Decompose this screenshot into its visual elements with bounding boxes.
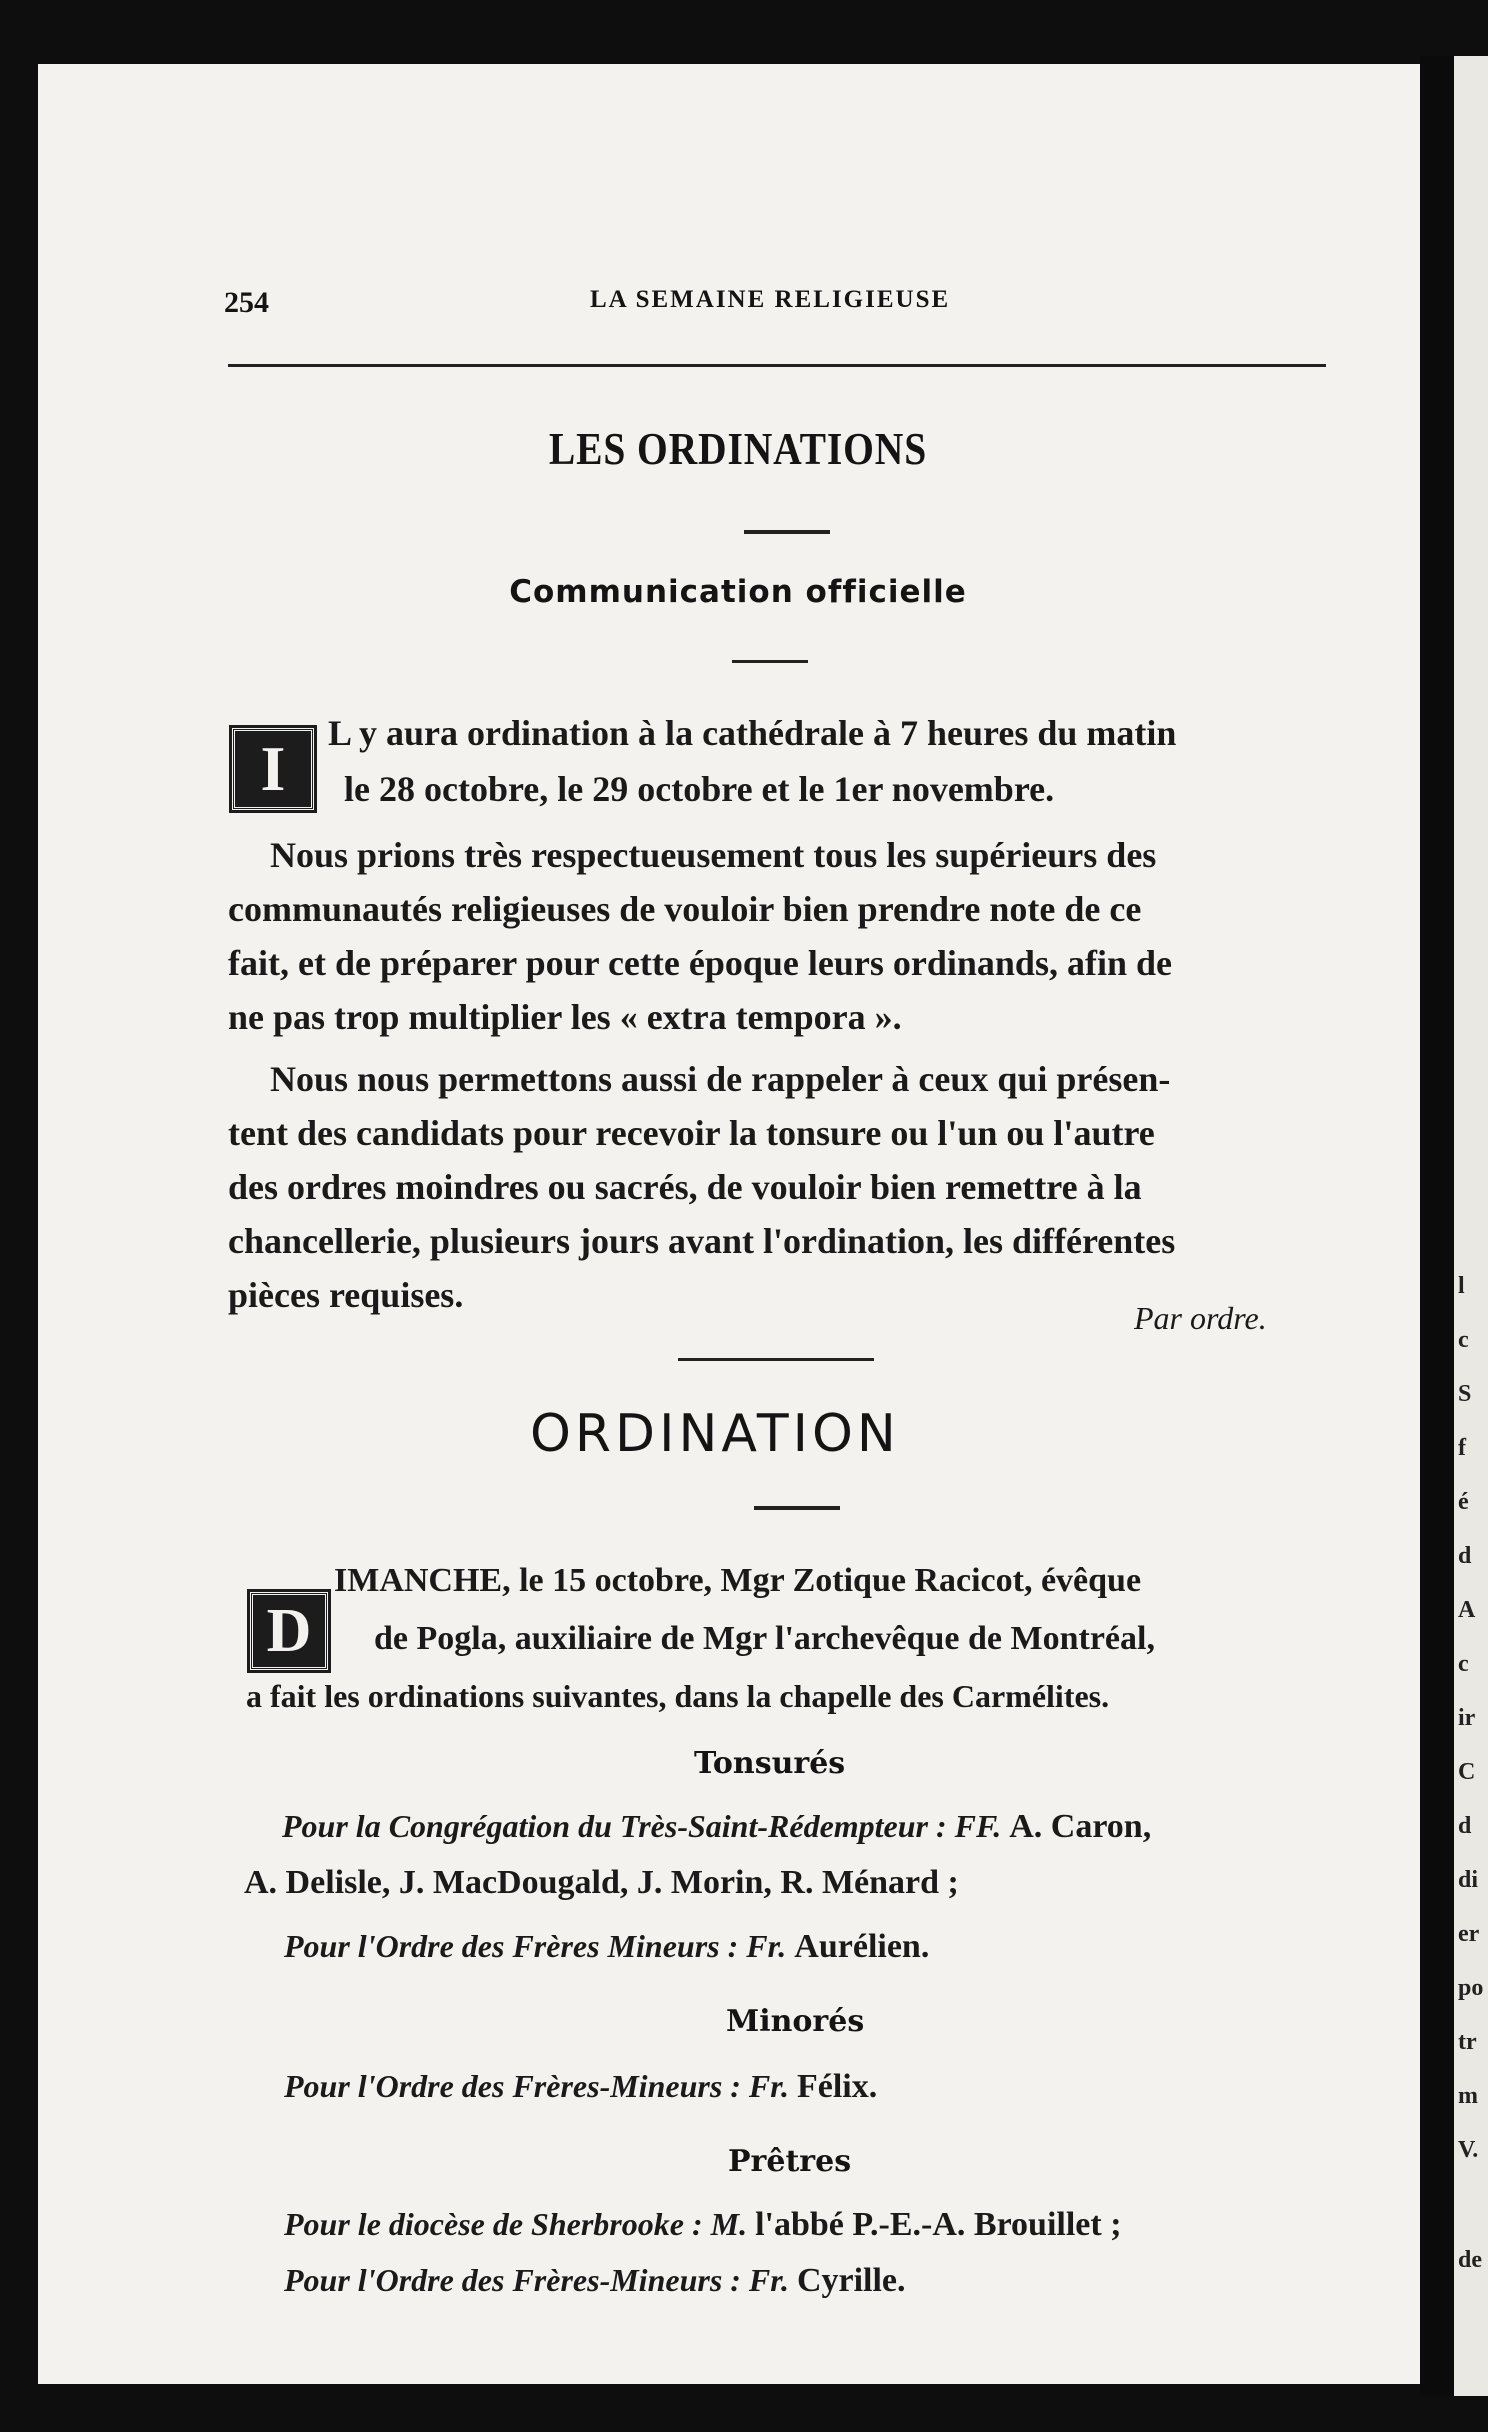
- paragraph-line: Nous nous permettons aussi de rappeler à ceux qui présen-: [270, 1059, 1171, 1099]
- paragraph-line: de Pogla, auxiliaire de Mgr l'archevêque de Montréal,: [374, 1620, 1155, 1657]
- drop-cap-d: D: [250, 1592, 328, 1670]
- paragraph-line: communautés religieuses de vouloir bien prendre note de ce: [228, 889, 1142, 929]
- running-head: LA SEMAINE RELIGIEUSE: [590, 286, 951, 313]
- signature: Par ordre.: [1134, 1300, 1267, 1336]
- pretres-order: Pour le diocèse de Sherbrooke : M.: [284, 2206, 748, 2242]
- book-page: [38, 64, 1430, 2384]
- title-divider: [744, 530, 830, 534]
- facing-fragment: di: [1458, 1867, 1479, 1893]
- minores-names: Félix.: [796, 2068, 878, 2105]
- facing-fragment: V.: [1458, 2137, 1479, 2163]
- drop-cap-i: I: [232, 728, 314, 810]
- tonsures-names: A. Caron,: [1009, 1808, 1152, 1845]
- article-subtitle: Communication officielle: [509, 574, 967, 610]
- paragraph-line: fait, et de préparer pour cette époque leurs ordinands, afin de: [228, 943, 1172, 983]
- facing-fragment: c: [1458, 1327, 1469, 1353]
- facing-fragment: l: [1458, 1273, 1465, 1299]
- facing-fragment: d: [1458, 1543, 1472, 1569]
- heading-tonsures: Tonsurés: [694, 1746, 846, 1781]
- facing-fragment: er: [1458, 1921, 1480, 1947]
- subtitle-divider: [732, 660, 808, 663]
- ordination-title: ORDINATION: [530, 1404, 900, 1464]
- pretres-line: [284, 2206, 1122, 2244]
- paragraph-line: a fait les ordinations suivantes, dans la chapelle des Carmélites.: [246, 1678, 1110, 1714]
- pretres-line: [284, 2262, 906, 2300]
- pretres-order: Pour l'Ordre des Frères-Mineurs : Fr.: [284, 2262, 789, 2298]
- section-divider: [678, 1358, 874, 1361]
- article-title: LES ORDINATIONS: [548, 423, 928, 474]
- facing-fragment: po: [1458, 1975, 1484, 2001]
- minores-line: [284, 2068, 877, 2106]
- facing-fragment: A: [1458, 1597, 1476, 1623]
- paragraph-line: pièces requises.: [228, 1275, 464, 1315]
- facing-fragment: f: [1458, 1435, 1466, 1461]
- ordination-divider: [754, 1506, 840, 1510]
- heading-pretres: Prêtres: [728, 2144, 852, 2179]
- paragraph-line: IMANCHE, le 15 octobre, Mgr Zotique Racicot, évêque: [334, 1562, 1142, 1599]
- facing-fragment: d: [1458, 1813, 1472, 1839]
- facing-fragment: c: [1458, 1651, 1469, 1677]
- facing-fragment: de: [1458, 2247, 1482, 2273]
- paragraph-line: chancellerie, plusieurs jours avant l'ordination, les différentes: [228, 1221, 1176, 1261]
- paragraph-line: tent des candidats pour recevoir la tonsure ou l'un ou l'autre: [228, 1113, 1155, 1153]
- tonsures-order: Pour l'Ordre des Frères Mineurs : Fr.: [284, 1928, 787, 1964]
- facing-page-edge: [1454, 56, 1488, 2396]
- tonsures-line: [284, 1928, 929, 1966]
- header-rule: [228, 364, 1326, 367]
- pretres-names: Cyrille.: [796, 2262, 906, 2299]
- pretres-names: l'abbé P.-E.-A. Brouillet ;: [755, 2206, 1122, 2243]
- tonsures-line: [282, 1808, 1151, 1846]
- tonsures-order: Pour la Congrégation du Très-Saint-Rédempteur : FF.: [282, 1808, 1002, 1844]
- facing-fragment: S: [1458, 1381, 1472, 1407]
- facing-fragment: é: [1458, 1489, 1469, 1515]
- heading-minores: Minorés: [726, 2004, 865, 2039]
- facing-fragment: ir: [1458, 1705, 1476, 1731]
- page-number: 254: [224, 286, 269, 319]
- facing-fragment: m: [1458, 2083, 1478, 2109]
- paragraph-line: ne pas trop multiplier les « extra tempora ».: [228, 997, 902, 1037]
- facing-fragment: tr: [1458, 2029, 1477, 2055]
- paragraph-line: L y aura ordination à la cathédrale à 7 heures du matin: [328, 713, 1177, 753]
- tonsures-line: A. Delisle, J. MacDougald, J. Morin, R. Ménard ;: [244, 1864, 959, 1901]
- facing-fragment: C: [1458, 1759, 1476, 1785]
- paragraph-line: Nous prions très respectueusement tous les supérieurs des: [270, 835, 1157, 875]
- minores-order: Pour l'Ordre des Frères-Mineurs : Fr.: [284, 2068, 789, 2104]
- paragraph-line: des ordres moindres ou sacrés, de vouloir bien remettre à la: [228, 1167, 1142, 1207]
- paragraph-line: le 28 octobre, le 29 octobre et le 1er novembre.: [344, 769, 1055, 809]
- tonsures-names: Aurélien.: [794, 1928, 930, 1965]
- book-gutter: [1420, 56, 1454, 2396]
